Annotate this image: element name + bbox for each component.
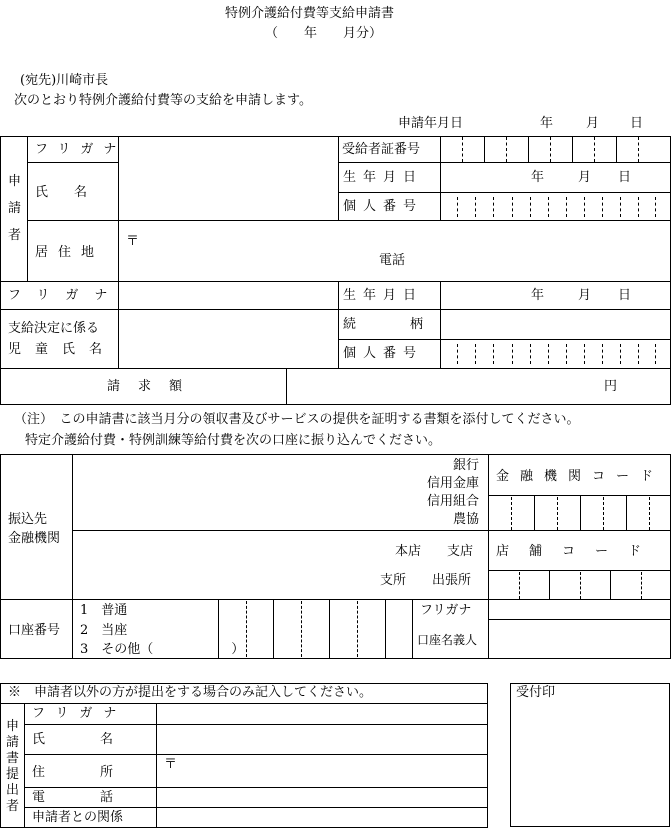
date-month-unit: 月: [586, 116, 600, 131]
submitter-relation-label: 申請者との関係: [32, 810, 124, 825]
submitter-note: ※ 申請者以外の方が提出をする場合のみ記入してください。: [8, 685, 373, 700]
bank-type-nokyo: 農協: [453, 512, 480, 527]
receipt-stamp-label: 受付印: [516, 685, 556, 700]
submitter-address-label: 住 所: [32, 765, 118, 780]
account-number-label: 口座番号: [8, 623, 61, 638]
applicant-personal-number-label: 個人番号: [343, 199, 424, 214]
bank-type-bank: 銀行: [453, 458, 480, 473]
submitter-phone-label: 電 話: [32, 790, 118, 805]
applicant-section-label-2: 請: [8, 201, 22, 216]
applicant-furigana-label: フリガナ: [35, 142, 127, 157]
submitter-furigana-input[interactable]: [158, 705, 485, 722]
applicant-name-label: 氏 名: [35, 185, 88, 200]
month-period: （ 年 月分）: [265, 26, 383, 41]
bank-type-kumiai: 信用組合: [427, 494, 480, 509]
child-furigana-label: フリガナ: [8, 288, 124, 303]
holder-furigana-input[interactable]: [490, 601, 668, 617]
submitter-section-label-5: 出: [6, 783, 20, 798]
child-birth-year: 年: [531, 288, 545, 303]
account-holder-label: 口座名義人: [417, 633, 478, 647]
bank-label-line2: 金融機関: [8, 531, 61, 546]
application-date-label: 申請年月日: [398, 116, 464, 131]
branch-name-input[interactable]: [74, 532, 374, 597]
branch-types-line2: 支所 出張所: [380, 573, 472, 588]
submitter-postal-mark: 〒: [164, 757, 178, 772]
applicant-postal-mark: 〒: [126, 234, 140, 249]
submitter-relation-input[interactable]: [158, 809, 485, 825]
account-type-other[interactable]: 3 その他（ ）: [80, 642, 245, 657]
claim-yen-unit: 円: [604, 379, 618, 394]
applicant-section-label-1: 申: [8, 174, 22, 189]
note-transfer: 特定介護給付費・特例訓練等給付費を次の口座に振り込んでください。: [25, 433, 442, 448]
applicant-birth-label: 生年月日: [343, 170, 424, 185]
bank-type-shinkin: 信用金庫: [427, 476, 480, 491]
intro-text: 次のとおり特例介護給付費等の支給を申請します。: [14, 93, 312, 108]
date-year-unit: 年: [540, 116, 554, 131]
applicant-birth-month: 月: [578, 170, 592, 185]
account-type-ordinary[interactable]: 1 普通: [80, 603, 128, 618]
submitter-section-label-4: 提: [6, 767, 20, 782]
child-birth-label: 生年月日: [343, 288, 424, 303]
addressee: (宛先)川崎市長: [20, 73, 109, 88]
applicant-birth-year: 年: [531, 170, 545, 185]
form-title: 特例介護給付費等支給申請書: [225, 6, 395, 21]
child-personal-number-label: 個人番号: [343, 346, 424, 361]
bank-label-line1: 振込先: [8, 512, 48, 527]
child-name-label-line2: 児童氏名: [8, 342, 117, 357]
account-holder-input[interactable]: [490, 621, 668, 656]
submitter-section-label-6: 者: [6, 799, 20, 814]
applicant-section-label-3: 者: [8, 228, 22, 243]
date-day-unit: 日: [630, 116, 644, 131]
child-birth-day: 日: [618, 288, 632, 303]
applicant-address-label: 居住地: [35, 245, 105, 260]
submitter-furigana-label: フリガナ: [32, 706, 128, 721]
branch-types-line1: 本店 支店: [395, 544, 474, 559]
claim-amount-field[interactable]: [288, 370, 588, 402]
applicant-furigana-input[interactable]: [120, 138, 336, 160]
submitter-section-label-2: 請: [6, 735, 20, 750]
child-relation-label: 続柄: [343, 317, 478, 332]
submitter-phone-input[interactable]: [158, 789, 485, 805]
submitter-name-label: 氏 名: [32, 732, 118, 747]
submitter-address-input[interactable]: [180, 756, 485, 785]
child-name-input[interactable]: [120, 311, 336, 366]
submitter-section-label-3: 書: [6, 751, 20, 766]
recipient-number-label: 受給者証番号: [342, 142, 421, 157]
applicant-name-input[interactable]: [120, 164, 336, 218]
account-type-current[interactable]: 2 当座: [80, 623, 128, 638]
child-furigana-input[interactable]: [120, 283, 336, 307]
bank-name-input[interactable]: [74, 456, 414, 528]
child-name-label-line1: 支給決定に係る: [8, 321, 100, 336]
receipt-stamp-box: [510, 683, 670, 827]
submitter-name-input[interactable]: [158, 726, 485, 752]
applicant-phone-label: 電話: [379, 253, 406, 268]
holder-furigana-label: フリガナ: [420, 603, 472, 618]
note-attachment: （注） この申請書に該当月分の領収書及びサービスの提供を証明する書類を添付してください。: [14, 412, 580, 427]
child-birth-month: 月: [578, 288, 592, 303]
claim-amount-label: 請求額: [107, 379, 201, 394]
child-relation-input[interactable]: [442, 311, 668, 337]
applicant-address-input[interactable]: [140, 222, 668, 278]
branch-code-label: 店舗コード: [496, 544, 662, 559]
bank-code-label: 金融機関コード: [496, 469, 665, 484]
submitter-section-label-1: 申: [6, 719, 20, 734]
applicant-birth-day: 日: [618, 170, 632, 185]
